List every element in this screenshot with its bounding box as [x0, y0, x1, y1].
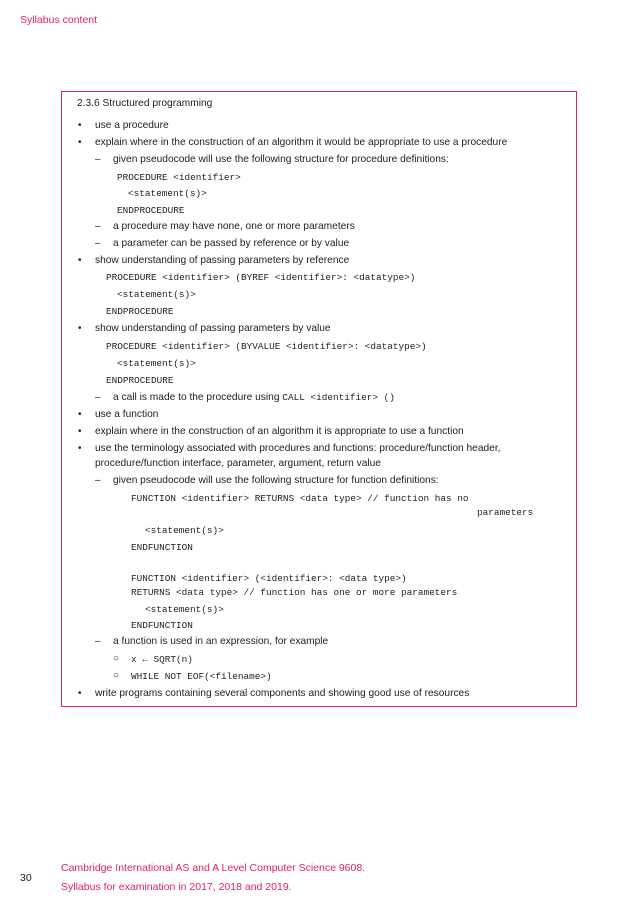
- dash-icon: –: [95, 392, 101, 403]
- bullet-icon: •: [78, 323, 82, 334]
- footer-line-2: Syllabus for examination in 2017, 2018 and 2019.: [61, 881, 292, 893]
- list-subitem: given pseudocode will use the following structure for function definitions:: [113, 475, 439, 486]
- bullet-icon: •: [78, 255, 82, 266]
- code-line: <statement(s)>: [128, 188, 207, 199]
- list-item: use the terminology associated with procedures and functions: procedure/function header,: [95, 443, 501, 454]
- list-item: show understanding of passing parameters by value: [95, 323, 331, 334]
- code-line: <statement(s)>: [117, 358, 196, 369]
- code-line: FUNCTION <identifier> (<identifier>: <data type>): [131, 573, 407, 584]
- bullet-icon: •: [78, 120, 82, 131]
- dash-icon: –: [95, 636, 101, 647]
- code-line: WHILE NOT EOF(<filename>): [131, 671, 272, 682]
- code-line: ENDPROCEDURE: [117, 205, 185, 216]
- dash-icon: –: [95, 475, 101, 486]
- footer-line-1: Cambridge International AS and A Level Computer Science 9608.: [61, 862, 366, 874]
- code-line: ENDPROCEDURE: [106, 375, 174, 386]
- section-heading: 2.3.6 Structured programming: [77, 98, 213, 109]
- dash-icon: –: [95, 154, 101, 165]
- list-item: explain where in the construction of an algorithm it would be appropriate to use a procedure: [95, 137, 508, 148]
- list-subitem: a procedure may have none, one or more parameters: [113, 221, 355, 232]
- code-line: ENDPROCEDURE: [106, 306, 174, 317]
- code-line: <statement(s)>: [145, 525, 224, 536]
- code-line: <statement(s)>: [117, 289, 196, 300]
- code-line: PROCEDURE <identifier> (BYVALUE <identifier>: <datatype>): [106, 341, 427, 352]
- call-text: a call is made to the procedure using: [113, 392, 283, 403]
- list-subitem: a function is used in an expression, for example: [113, 636, 329, 647]
- header-title: Syllabus content: [20, 14, 98, 26]
- code-line: x ← SQRT(n): [131, 654, 193, 665]
- code-line: FUNCTION <identifier> RETURNS <data type> // function has no: [131, 493, 469, 504]
- circle-bullet-icon: ○: [113, 653, 120, 664]
- code-line: PROCEDURE <identifier> (BYREF <identifier>: <datatype>): [106, 272, 416, 283]
- circle-bullet-icon: ○: [113, 670, 120, 681]
- list-item: use a function: [95, 409, 159, 420]
- bullet-icon: •: [78, 426, 82, 437]
- bullet-icon: •: [78, 443, 82, 454]
- list-item: write programs containing several components and showing good use of resources: [95, 688, 470, 699]
- list-item: use a procedure: [95, 120, 169, 131]
- code-line: parameters: [477, 507, 534, 518]
- bullet-icon: •: [78, 688, 82, 699]
- page-number: 30: [20, 872, 32, 884]
- bullet-icon: •: [78, 409, 82, 420]
- code-line: RETURNS <data type> // function has one or more parameters: [131, 587, 458, 598]
- dash-icon: –: [95, 238, 101, 249]
- list-item-continuation: procedure/function interface, parameter, argument, return value: [95, 458, 381, 469]
- code-line: PROCEDURE <identifier>: [117, 172, 241, 183]
- dash-icon: –: [95, 221, 101, 232]
- list-item: show understanding of passing parameters by reference: [95, 255, 350, 266]
- list-subitem: [113, 392, 395, 403]
- call-code: CALL <identifier> (): [282, 392, 395, 403]
- list-subitem: given pseudocode will use the following structure for procedure definitions:: [113, 154, 449, 165]
- code-line: ENDFUNCTION: [131, 620, 193, 631]
- bullet-icon: •: [78, 137, 82, 148]
- list-item: explain where in the construction of an algorithm it is appropriate to use a function: [95, 426, 464, 437]
- list-subitem: a parameter can be passed by reference or by value: [113, 238, 350, 249]
- code-line: <statement(s)>: [145, 604, 224, 615]
- code-line: ENDFUNCTION: [131, 542, 193, 553]
